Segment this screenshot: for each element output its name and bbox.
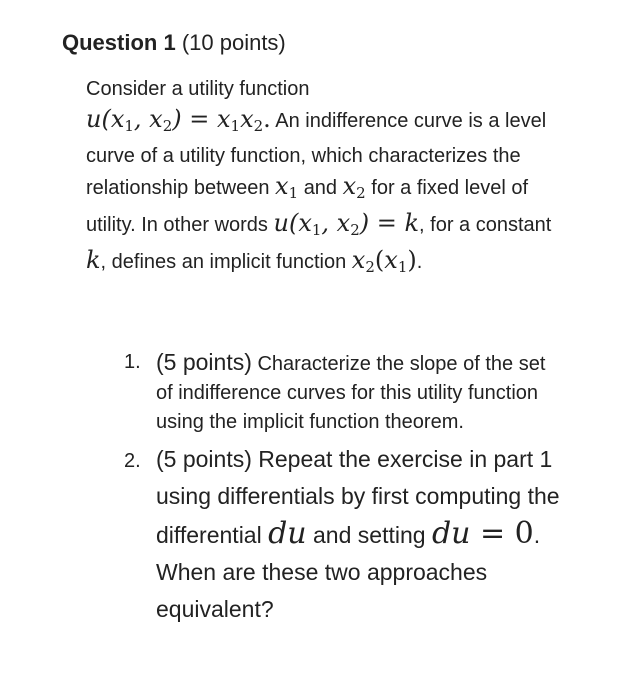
sub-question-text: Characterize the slope of the set of indifference curves for this utility function using the implicit function theorem. [156,353,546,433]
question-stem [86,74,566,282]
sub-question-points: (5 points) [156,349,252,375]
question-header [62,30,286,56]
differential-du: du [268,516,307,551]
var-x1: $x_1$ [275,172,299,202]
sub-question-number: 1. [124,351,141,373]
var-x2: $x_2$ [342,172,366,202]
stem-text-2: An indifference curve is a level curve of a utility function, which characterizes the relationship between [86,110,547,199]
question-points: (10 points) [181,30,286,55]
sub-question-text-1: Repeat the exercise in part 1 using differentials by first computing the differential [156,446,560,548]
sub-question-list [124,348,564,628]
stem-text-5: , for a constant [419,214,552,236]
var-k: k [86,246,101,274]
level-set-formula: $u(x_1$, $x_2) = k$ [273,209,420,239]
stem-text-7: . [416,251,423,273]
implicit-function-formula: $x_2(x_1)$ [351,246,417,276]
stem-text-1: Consider a utility function [86,78,310,100]
du-equals-zero-formula: du = 0 [431,516,534,551]
sub-question-text-3: . When are these two approaches equivalent? [156,522,541,622]
sub-question-points: (5 points) [156,446,252,472]
stem-text-6: , defines an implicit function [100,251,347,273]
stem-text-3: and [303,177,338,199]
stem-text-4: for a fixed level of utility. In other words [86,177,529,236]
utility-function-formula: $u(x_1$, $x_2) = x_1x_2$. [86,105,271,135]
question-title: Question 1 [62,30,176,55]
sub-question-1 [124,348,564,437]
sub-question-2 [124,441,564,628]
sub-question-text-2: and setting [313,522,426,548]
sub-question-number: 2. [124,450,141,472]
